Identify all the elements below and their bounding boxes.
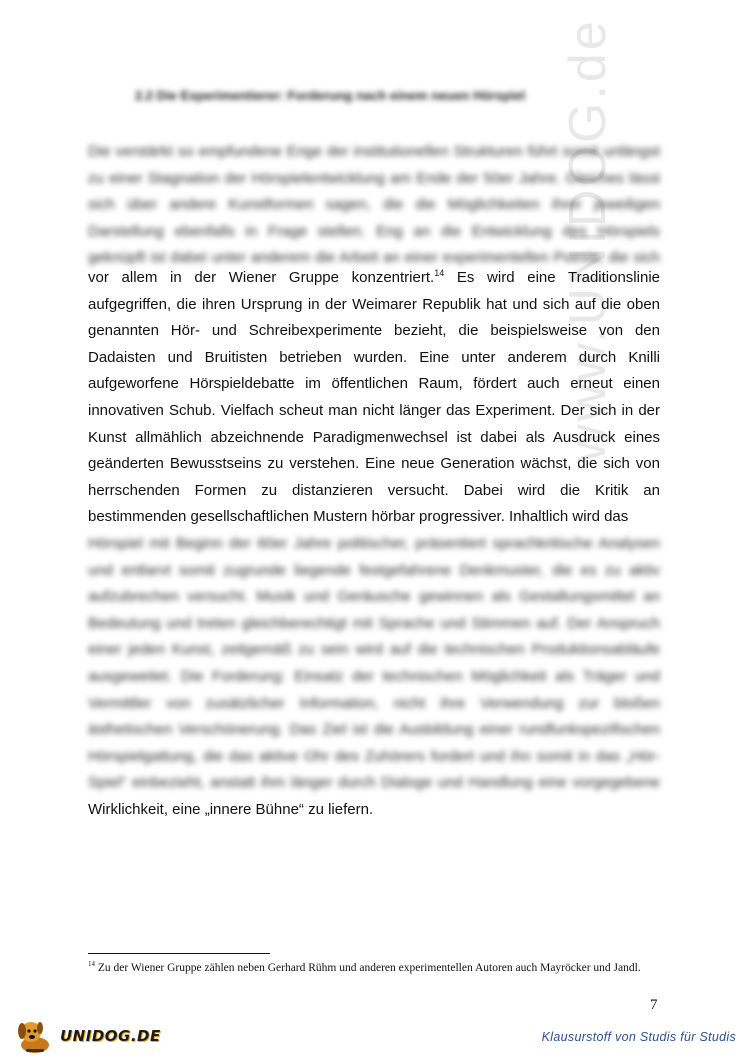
footnote-number: 14 <box>88 960 95 969</box>
intro-line: geknüpft ist dabei unter anderem die Arbeit an einer experimentellen Poesie, die sich <box>88 249 660 267</box>
intro-line: zu einer Stagnation der Hörspielentwicklung am Ende der 50er Jahre. Gleiches lässt <box>88 169 660 187</box>
visible-text-part1: vor allem in der Wiener Gruppe konzentriert. <box>88 269 435 286</box>
middle-line: ästhetischen Verschönerung. Das Ziel ist die Ausbildung einer rundfunkspezifischen <box>88 721 660 739</box>
visible-text-part2: Es wird eine Traditionslinie aufgegriffen, die ihren Ursprung in der Weimarer Republik hat und sich auf die oben genannten Hör- und Schreibexperimente bezieht, die beispielsweise von den Dadaisten und Bruitisten betrieben wurden. Eine unter anderem durch Knilli aufgeworfene Hörspieldebatte im öffentlichen Raum, fördert auch erneut einen innovativen Schub. Vielfach scheut man nicht länger das Experiment. Der sich in der Kunst allmählich abzeichnende Paradigmenwechsel ist dabei als Ausdruck eines geänderten Bewusstseins zu verstehen. Eine neue Generation wächst, die sich von herrschenden Formen zu distanzieren versucht. Dabei wird die Kritik an bestimmenden gesellschaftlichen Mustern hörbar progressiver. Inhaltlich wird das <box>88 269 660 526</box>
middle-line: und entlarvt somit zugrunde liegende festgefahrene Denkmuster, die es zu aktiv <box>88 561 660 579</box>
section-heading: 2.2 Die Experimentierer: Forderung nach einem neuen Hörspiel <box>135 88 526 103</box>
logo-text: UNIDOG.DE <box>60 1027 161 1045</box>
tagline: Klausurstoff von Studis für Studis <box>541 1030 736 1044</box>
middle-line: Spiel“ einbezieht, anstatt ihm länger durch Dialoge und Handlung eine vorgegebene <box>88 774 660 792</box>
blurred-intro-paragraph <box>88 139 660 272</box>
middle-line: ausgeweitet. Die Forderung: Einsatz der technischen Möglichkeit als Träger und <box>88 667 660 685</box>
middle-line: Bedeutung und treten gleichberechtigt mit Sprache und Stimmen auf. Der Anspruch <box>88 614 660 632</box>
footnote <box>88 960 648 976</box>
middle-line: aufzubrechen versucht. Musik und Geräusche gewinnen als Gestaltungsmittel an <box>88 588 660 606</box>
footnote-reference[interactable]: 14 <box>434 268 445 278</box>
intro-line: sich über andere Kunstformen sagen, die die Möglichkeiten ihrer jeweiligen <box>88 196 660 214</box>
watermark: www.UNIDOG.de <box>559 18 617 462</box>
page-number: 7 <box>650 997 658 1013</box>
visible-last-line: Wirklichkeit, eine „innere Bühne“ zu liefern. <box>88 801 374 818</box>
middle-line: Hörspiel mit Beginn der 60er Jahre politischer, präsentiert sprachkritische Analysen <box>88 535 660 552</box>
footnote-divider <box>88 953 270 954</box>
visible-paragraph <box>88 265 660 531</box>
middle-line: einer jeden Kunst, zeitgemäß zu sein wird auf die technischen Produktionsabläufe <box>88 641 660 659</box>
footnote-text: Zu der Wiener Gruppe zählen neben Gerhard Rühm und anderen experimentellen Autoren auch Mayröcker und Jandl. <box>97 962 641 974</box>
dog-mascot-icon <box>12 1015 58 1055</box>
intro-line: Die verstärkt so empfundene Enge der institutionellen Strukturen führt somit unlängst <box>88 143 660 160</box>
blurred-middle-paragraph <box>88 531 660 797</box>
middle-line: Hörspielgattung, die das aktive Ohr des Zuhörers fordert und ihn somit in das „Hör- <box>88 747 660 765</box>
middle-line: Vermittler von zusätzlicher Information, nicht ihre Verwendung zur bloßen <box>88 694 660 712</box>
unidog-logo[interactable] <box>12 1015 182 1055</box>
intro-line: Darstellung ebenfalls in Frage stellen. Eng an die Entwicklung des Hörspiels <box>88 222 660 240</box>
